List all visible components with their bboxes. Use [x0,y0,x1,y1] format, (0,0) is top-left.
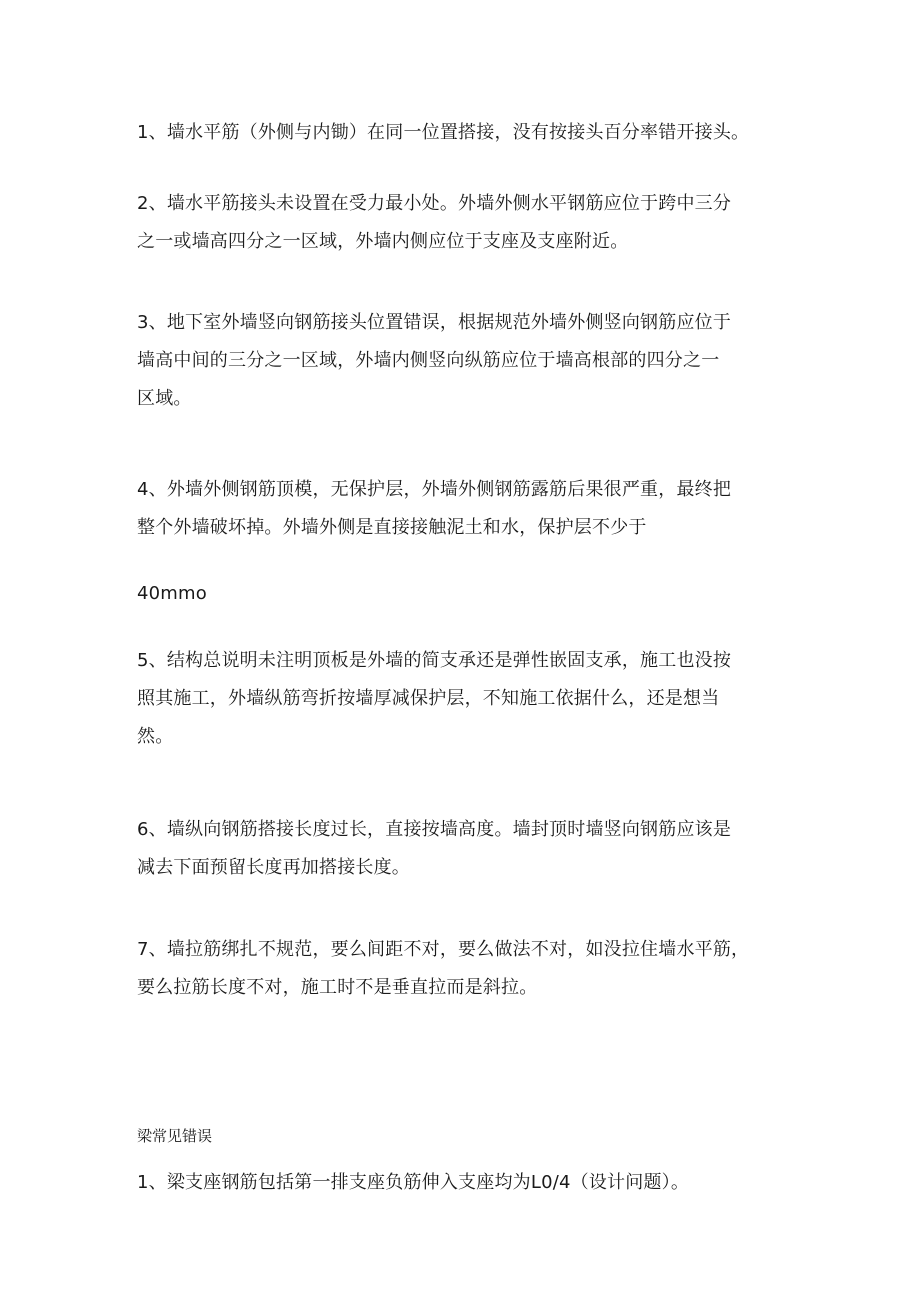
text-line: 区域。 [137,388,192,409]
text-line: 2、墙水平筋接头未设置在受力最小处。外墙外侧水平钢筋应位于跨中三分 [137,193,732,214]
text-line: 之一或墙高四分之一区域，外墙内侧应位于支座及支座附近。 [137,231,629,252]
text-line: 1、墙水平筋（外侧与内锄）在同一位置搭接，没有按接头百分率错开接头。 [137,122,750,143]
text-line: 然。 [137,726,174,747]
wall-item-5 [137,642,787,756]
text-line: 5、结构总说明未注明顶板是外墙的简支承还是弹性嵌固支承，施工也没按 [137,650,732,671]
text-line: 4、外墙外侧钢筋顶模，无保护层，外墙外侧钢筋露筋后果很严重，最终把 [137,479,732,500]
text-line: 1、梁支座钢筋包括第一排支座负筋伸入支座均为L0/4（设计问题）。 [137,1172,690,1193]
wall-item-6 [137,811,787,887]
text-line: 6、墙纵向钢筋搭接长度过长，直接按墙高度。墙封顶时墙竖向钢筋应该是 [137,819,732,840]
wall-item-7 [137,931,787,1007]
wall-item-4-continued [137,575,787,613]
text-line: 照其施工，外墙纵筋弯折按墙厚减保护层，不知施工依据什么，还是想当 [137,688,720,709]
text-line: 3、地下室外墙竖向钢筋接头位置错误，根据规范外墙外侧竖向钢筋应位于 [137,312,732,333]
wall-item-2 [137,185,787,261]
section-title-beam: 梁常见错误 [137,1127,213,1145]
text-line: 墙高中间的三分之一区域，外墙内侧竖向纵筋应位于墙高根部的四分之一 [137,350,720,371]
text-line: 减去下面预留长度再加搭接长度。 [137,857,410,878]
text-line: 要么拉筋长度不对，施工时不是垂直拉而是斜拉。 [137,977,538,998]
wall-item-4 [137,471,787,547]
text-line: 7、墙拉筋绑扎不规范，要么间距不对，要么做法不对，如没拉住墙水平筋， [137,939,750,960]
text-line: 40mmo [137,583,207,604]
beam-item-1 [137,1164,787,1202]
wall-item-1 [137,114,787,152]
text-line: 整个外墙破坏掉。外墙外侧是直接接触泥土和水，保护层不少于 [137,517,647,538]
wall-item-3 [137,304,787,418]
